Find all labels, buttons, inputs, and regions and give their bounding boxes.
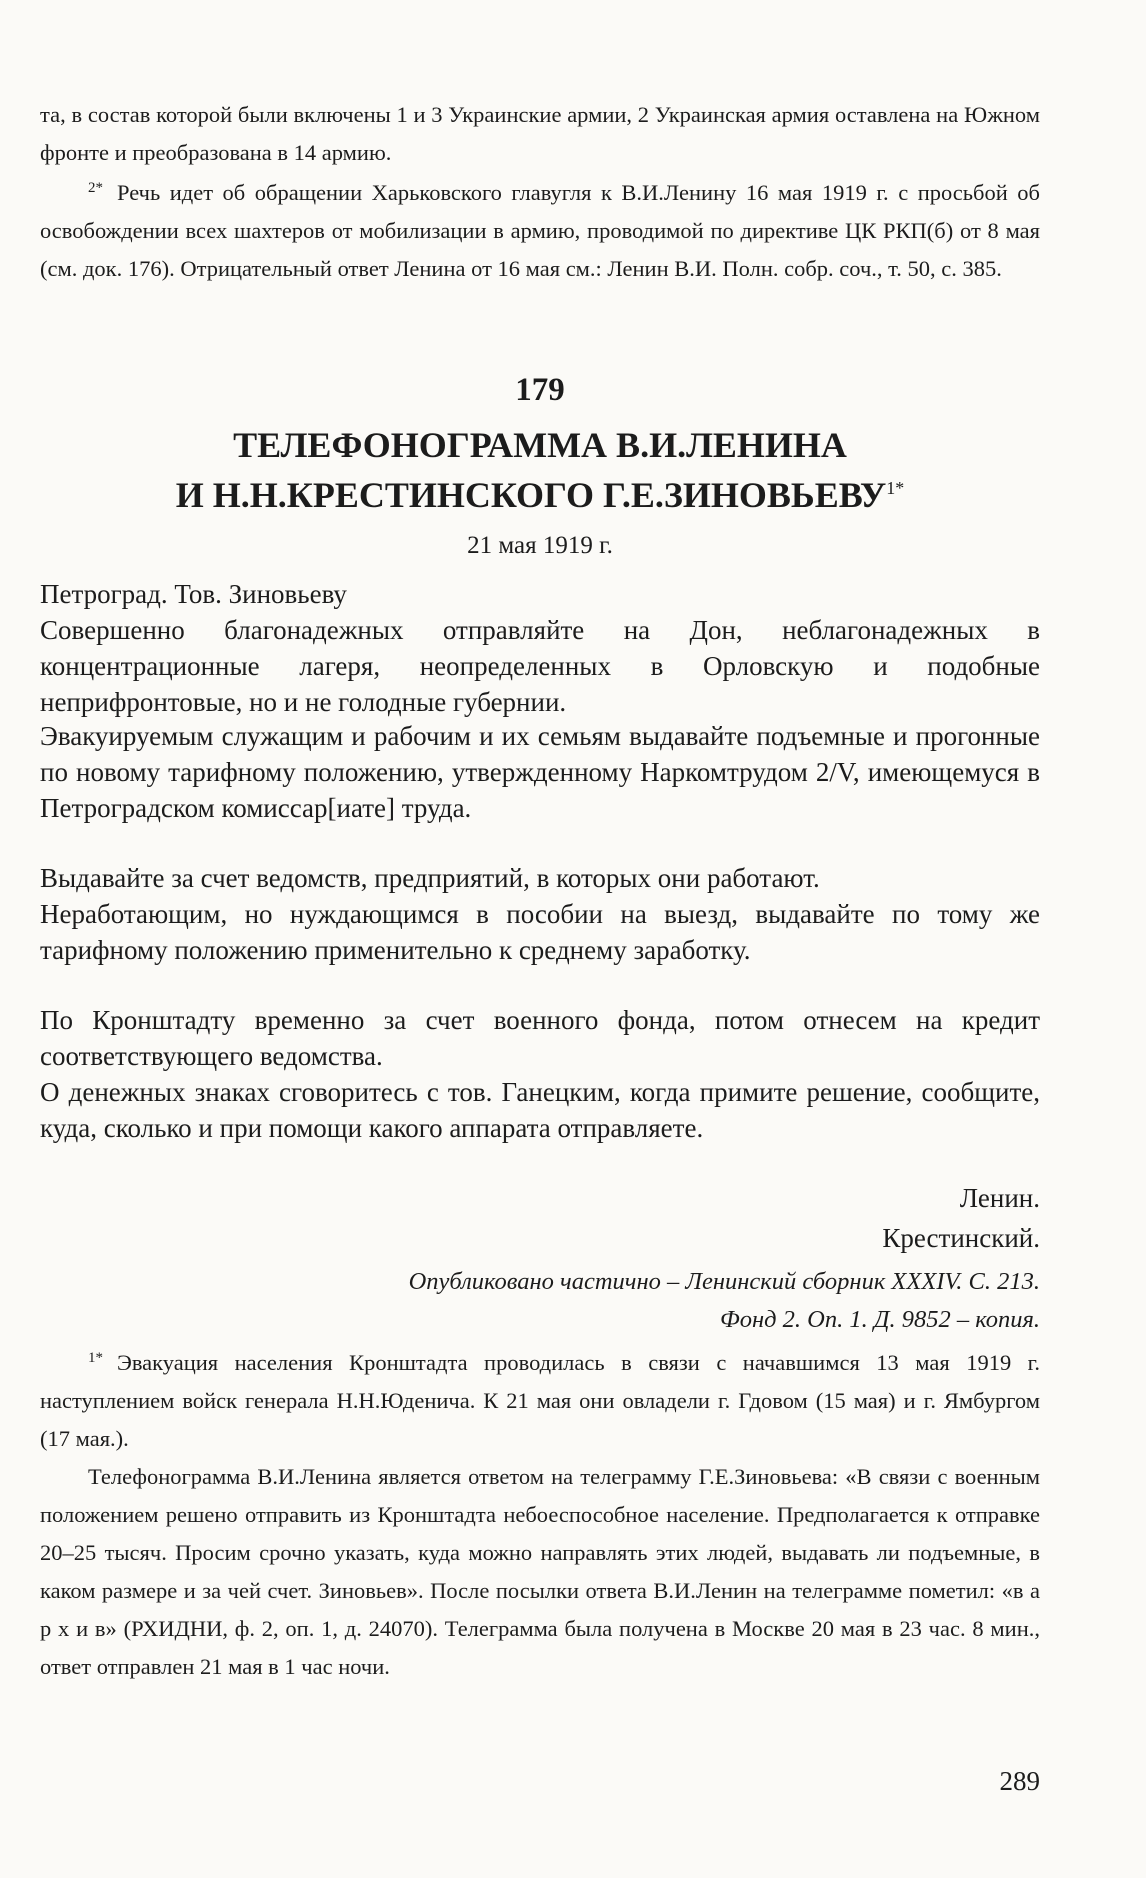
footnote-2-mark: 2*: [88, 179, 103, 196]
document-date: 21 мая 1919 г.: [467, 532, 613, 559]
address-line: Петроград. Тов. Зиновьеву: [40, 579, 347, 609]
page-number: 289: [999, 1766, 1040, 1796]
document-title-line1: ТЕЛЕФОНОГРАММА В.И.ЛЕНИНА: [233, 425, 847, 465]
footnote-1-continuation: Телефонограмма В.И.Ленина является ответом на телеграмму Г.Е.Зиновьева: «В связи с военным положением решено отправить из Кронштадта небоеспособное население. Предполагается к отправке 20–25 тысяч. Просим срочно указать, куда можно направлять этих людей, выдавать ли подъемные, в каком размере и за чей счет. Зиновьев». После посылки ответа В.И.Ленин на телеграмме пометил: «в а р х и в» (РХИДНИ, ф. 2, оп. 1, д. 24070). Телеграмма была получена в Москве 20 мая в 23 час. 8 мин., ответ отправлен 21 мая в 1 час ночи.: [40, 1464, 1040, 1679]
paragraph-1: Совершенно благонадежных отправляйте на Дон, неблагонадежных в концентрационные лагеря, неопределенных в Орловскую и подобные неприфронтовые, но и не голодные губернии.: [40, 615, 1040, 717]
footnote-2-text: Речь идет об обращении Харьковского главугля к В.И.Ленину 16 мая 1919 г. с просьбой об освобождении всех шахтеров от мобилизации в армию, проводимой по директиве ЦК РКП(б) от 8 мая (см. док. 176). Отрицательный ответ Ленина от 16 мая см.: Ленин В.И. Полн. собр. соч., т. 50, с. 385.: [40, 180, 1040, 281]
document-title-line2: [40, 472, 1040, 518]
paragraph-5: По Кронштадту временно за счет военного фонда, потом отнесем на кредит соответствующего ведомства.: [40, 1005, 1040, 1071]
footnote-continuation: та, в состав которой были включены 1 и 3 Украинские армии, 2 Украинская армия оставлена на Южном фронте и преобразована в 14 армию.: [40, 102, 1040, 165]
paragraph-3: Выдавайте за счет ведомств, предприятий, в которых они работают.: [40, 863, 820, 893]
footnote-1-mark: 1*: [88, 1349, 103, 1366]
footnote-2: [40, 174, 1040, 288]
footnote-1-text: Эвакуация населения Кронштадта проводилась в связи с начавшимся 13 мая 1919 г. наступлением войск генерала Н.Н.Юденича. К 21 мая они овладели г. Гдовом (15 мая) и г. Ямбургом (17 мая.).: [40, 1350, 1040, 1451]
source-publication: Опубликовано частично – Ленинский сборник XXXIV. С. 213.: [408, 1268, 1040, 1295]
paragraph-6: О денежных знаках сговоритесь с тов. Ганецким, когда примите решение, сообщите, куда, сколько и при помощи какого аппарата отправляете.: [40, 1077, 1040, 1143]
document-number: 179: [515, 372, 565, 408]
signature-krestinsky: Крестинский.: [882, 1223, 1040, 1253]
title-footnote-mark: 1*: [886, 478, 905, 498]
footnotes-bottom: [40, 1344, 1040, 1686]
signature-lenin: Ленин.: [959, 1183, 1040, 1213]
paragraph-2: Эвакуируемым служащим и рабочим и их семьям выдавайте подъемные и прогонные по новому тарифному положению, утвержденному Наркомтрудом 2/V, имеющемуся в Петроградском комиссар[иате] труда.: [40, 721, 1040, 823]
paragraph-4: Неработающим, но нуждающимся в пособии на выезд, выдавайте по тому же тарифному положению применительно к среднему заработку.: [40, 899, 1040, 965]
source-archive: Фонд 2. Оп. 1. Д. 9852 – копия.: [720, 1306, 1040, 1333]
title-line2-text: И Н.Н.КРЕСТИНСКОГО Г.Е.ЗИНОВЬЕВУ: [175, 475, 887, 515]
footnote-1: [40, 1344, 1040, 1458]
